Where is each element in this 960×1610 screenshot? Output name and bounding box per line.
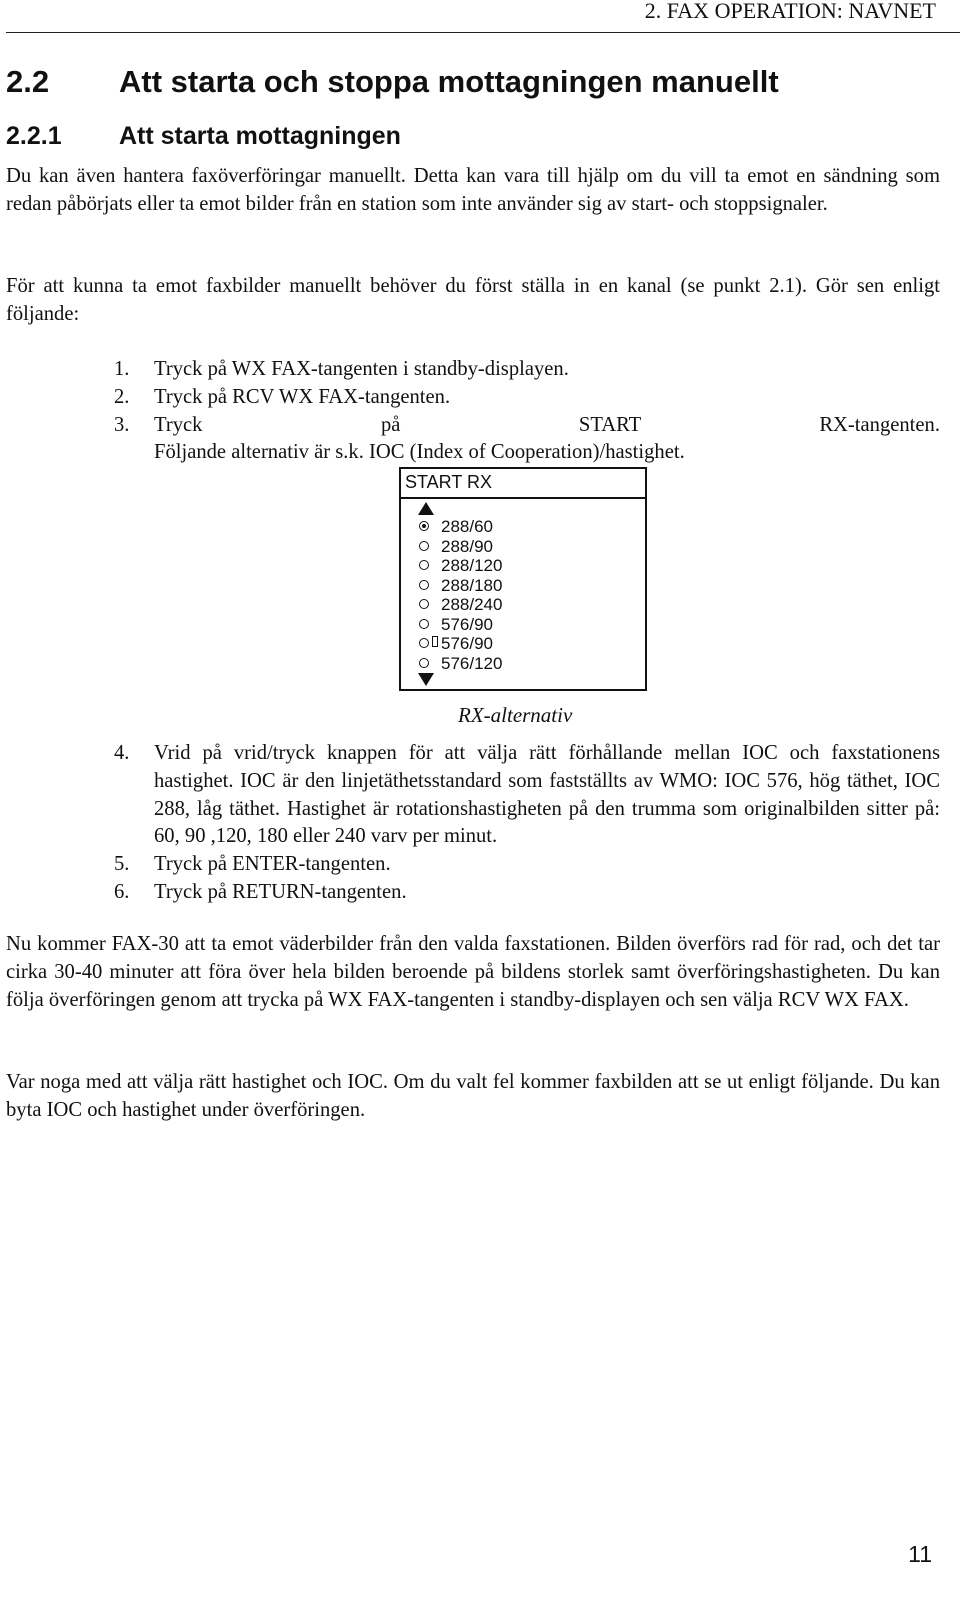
rx-option-label: 288/120 (441, 556, 503, 575)
cursor-icon (432, 636, 438, 647)
scroll-up-icon[interactable] (418, 502, 434, 515)
step-number: 4. (114, 742, 130, 764)
subsection-title: Att starta mottagningen (119, 122, 401, 150)
screen-title-rule (401, 497, 645, 499)
step-item (114, 356, 940, 384)
step-item (114, 740, 940, 851)
step-text-line: Tryck på START RX-tangenten. (154, 413, 940, 436)
step-number: 6. (114, 880, 130, 903)
rx-option[interactable] (401, 556, 641, 576)
step-text: Tryck på RETURN-tangenten. (154, 880, 407, 903)
step-number: 2. (114, 385, 130, 408)
step-text: Tryck på RCV WX FAX-tangenten. (154, 385, 451, 408)
rx-option-label: 288/180 (441, 575, 503, 595)
caution-paragraph: Var noga med att välja rätt hastighet och IOC. Om du valt fel kommer faxbilden att se ut enligt följande. Du kan byta IOC och hastighet under överföringen. (6, 1071, 940, 1121)
rx-option-label: 288/60 (441, 517, 493, 536)
rx-option-label: 288/240 (441, 595, 503, 614)
figure-caption: RX-alternativ (458, 703, 573, 727)
section-heading (6, 64, 779, 100)
running-header: 2. FAX OPERATION: NAVNET (644, 0, 936, 23)
rx-option[interactable] (401, 615, 641, 635)
radio-icon (419, 580, 429, 590)
radio-icon (419, 560, 429, 570)
rx-option-label: 288/90 (441, 536, 493, 556)
radio-icon (419, 638, 429, 648)
step-number: 3. (114, 413, 130, 436)
radio-icon (419, 541, 429, 551)
rx-option[interactable] (401, 537, 641, 557)
radio-icon (419, 619, 429, 629)
rx-option[interactable] (401, 576, 641, 596)
radio-icon (419, 658, 429, 668)
step-text: Vrid på vrid/tryck knappen för att välja rätt förhållande mellan IOC och faxstationens hastighet. IOC är den linjetäthetsstandard som fastställts av WMO: IOC 576, hög täthet, IOC 288, låg täthet. Hastighet är rotationshastigheten på den trumma som originalbilden sitter på: 60, 90 ,120, 180 eller 240 varv per minut. (154, 742, 940, 848)
step-item (114, 851, 940, 879)
subsection-number: 2.2.1 (6, 122, 62, 150)
steps-list-a (114, 356, 940, 467)
step-item (114, 412, 940, 468)
intro-paragraph: Du kan även hantera faxöverföringar manuellt. Detta kan vara till hjälp om du vill ta emot en sändning som redan påbörjats eller ta emot bilder från en station som inte använder sig av start- och stoppsignaler. (6, 165, 940, 215)
step-number: 1. (114, 358, 130, 380)
rx-option[interactable] (401, 517, 641, 537)
subsection-heading (6, 121, 401, 151)
radio-icon (419, 599, 429, 609)
step-text-line: Följande alternativ är s.k. IOC (Index of Cooperation)/hastighet. (154, 441, 685, 464)
step-item (114, 384, 940, 412)
step-text: Tryck på WX FAX-tangenten i standby-displayen. (154, 358, 569, 380)
rx-option[interactable] (401, 595, 641, 615)
rx-option-label: 576/120 (441, 653, 503, 673)
screen-title: START RX (405, 472, 493, 492)
scroll-down-icon[interactable] (418, 673, 434, 686)
start-rx-screen (399, 467, 647, 691)
step-text: Tryck på ENTER-tangenten. (154, 853, 391, 876)
channel-paragraph: För att kunna ta emot faxbilder manuellt behöver du först ställa in en kanal (se punkt 2.1). Gör sen enligt följande: (6, 275, 940, 325)
rx-option-label: 576/90 (441, 634, 493, 653)
header-rule (6, 32, 960, 33)
step-item (114, 879, 940, 907)
radio-selected-icon (419, 521, 429, 531)
rx-option-label: 576/90 (441, 614, 493, 634)
steps-list-b (114, 740, 940, 907)
step-number: 5. (114, 853, 130, 876)
section-number: 2.2 (6, 64, 50, 99)
rx-option[interactable] (401, 654, 641, 674)
rx-option[interactable] (401, 634, 641, 654)
page-number: 11 (908, 1541, 932, 1567)
receiving-paragraph: Nu kommer FAX-30 att ta emot väderbilder från den valda faxstationen. Bilden överförs rad för rad, och det tar cirka 30-40 minuter att föra över hela bilden beroende på bildens storlek samt överföringshastigheten. Du kan följa överföringen genom att trycka på WX FAX-tangenten i standby-displayen och sen välja RCV WX FAX. (6, 933, 940, 1011)
section-title: Att starta och stoppa mottagningen manuellt (119, 64, 779, 99)
